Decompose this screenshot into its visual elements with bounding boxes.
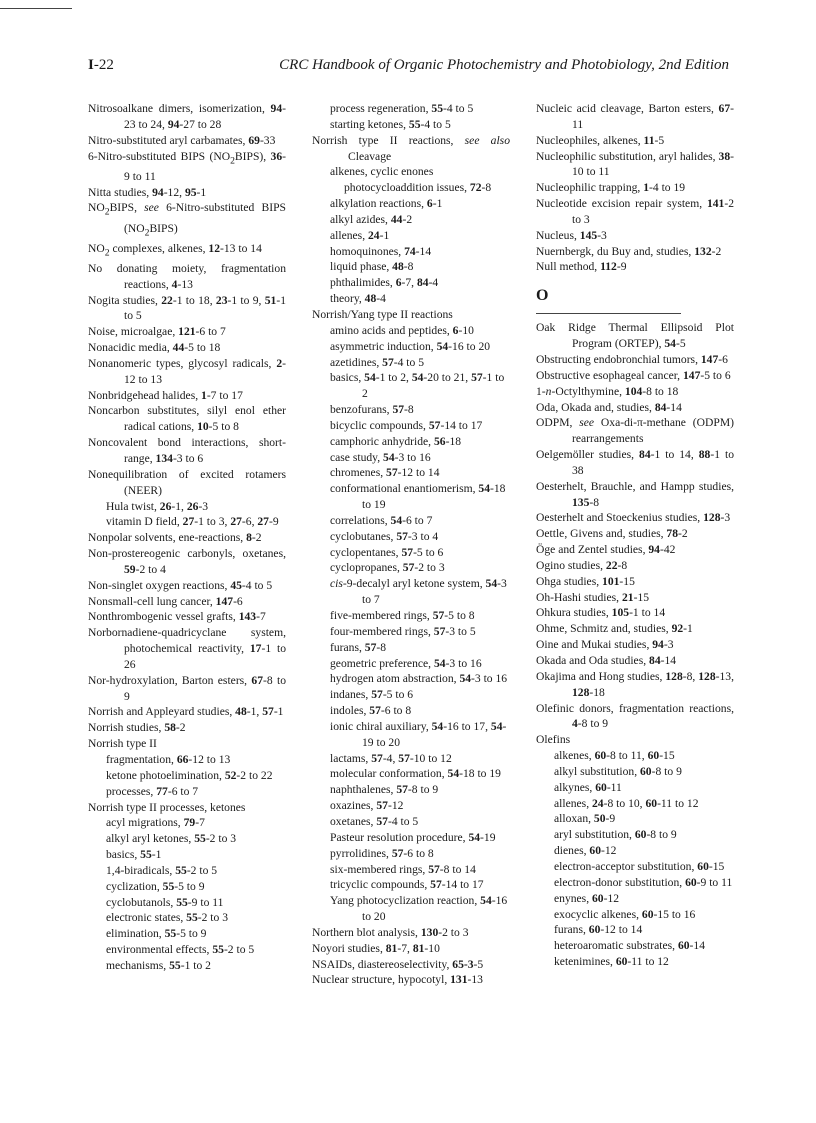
index-entry: Noncarbon substitutes, silyl enol ether radical cations, 10-5 to 8 [88, 404, 286, 434]
index-subentry: oxazines, 57-12 [330, 799, 404, 813]
index-subentry: homoquinones, 74-14 [330, 244, 432, 258]
index-subentry: alkyl aryl ketones, 55-2 to 3 [106, 832, 237, 846]
index-subentry: molecular conformation, 54-18 to 19 [330, 767, 501, 781]
index-subentry: fragmentation, 66-12 to 13 [106, 753, 231, 766]
index-subentry: bicyclic compounds, 57-14 to 17 [330, 418, 483, 432]
index-entry: Oesterhelt, Brauchle, and Hampp studies, 135-8 [536, 479, 734, 509]
index-subentry: exocyclic alkenes, 60-15 to 16 [554, 907, 696, 921]
index-entry: Null method, 112-9 [536, 260, 627, 274]
page-number [88, 57, 114, 74]
index-entry: Non-prostereogenic carbonyls, oxetanes, 59-2 to 4 [88, 547, 286, 576]
index-entry: Obstructing endobronchial tumors, 147-6 [536, 352, 728, 366]
index-subentry: theory, 48-4 [330, 292, 386, 306]
index-entry: Noncovalent bond interactions, short-range, 134-3 to 6 [88, 436, 286, 465]
index-subentry: benzofurans, 57-8 [330, 403, 414, 417]
index-subentry: process regeneration, 55-4 to 5 [330, 102, 474, 115]
index-column-3 [536, 101, 734, 970]
index-subentry: cyclization, 55-5 to 9 [106, 879, 205, 893]
index-entry: Nonanomeric types, glycosyl radicals, 2-12 to 13 [88, 356, 286, 386]
index-entry: Oh-Hashi studies, 21-15 [536, 590, 650, 604]
index-entry: No donating moiety, fragmentation reactions, 4-13 [88, 261, 286, 291]
index-subentry: cyclobutanes, 57-3 to 4 [330, 529, 439, 543]
index-subentry: Hula twist, 26-1, 26-3 [106, 499, 209, 513]
index-entry: Norrish and Appleyard studies, 48-1, 57-1 [88, 705, 284, 719]
index-subentry: alkyl substitution, 60-8 to 9 [554, 764, 682, 778]
index-entry: Nucleus, 145-3 [536, 228, 607, 242]
index-subentry: four-membered rings, 57-3 to 5 [330, 624, 476, 638]
index-subentry: indanes, 57-5 to 6 [330, 688, 414, 702]
index-subentry: lactams, 57-4, 57-10 to 12 [330, 751, 452, 765]
index-entry: Nucleic acid cleavage, Barton esters, 67-11 [536, 102, 734, 131]
index-subentry: basics, 54-1 to 2, 54-20 to 21, 57-1 to 2 [330, 371, 505, 401]
index-subentry: asymmetric induction, 54-16 to 20 [330, 339, 491, 353]
index-subentry: geometric preference, 54-3 to 16 [330, 656, 482, 670]
index-entry: $NO_2BIPS$, see 6-Nitro-substituted BIPS $(NO_2BIPS)$ [88, 201, 286, 238]
index-entry: Noise, microalgae, 121-6 to 7 [88, 325, 226, 339]
index-entry: Ogino studies, 22-8 [536, 558, 628, 572]
index-subentry: naphthalenes, 57-8 to 9 [330, 783, 439, 797]
index-entry: Nonpolar solvents, ene-reactions, 8-2 [88, 531, 262, 545]
index-subentry: enynes, 60-12 [554, 891, 620, 905]
index-subentry: ketenimines, 60-11 to 12 [554, 955, 669, 969]
index-entry: Oak Ridge Thermal Ellipsoid Plot Program (ORTEP), 54-5 [536, 321, 734, 351]
index-subentry: electronic states, 55-2 to 3 [106, 911, 229, 925]
index-subentry: Yang photocyclization reaction, 54-16 to 20 [330, 894, 508, 924]
index-subentry: alkynes, 60-11 [554, 780, 622, 794]
index-entry: Oettle, Givens and, studies, 78-2 [536, 527, 688, 541]
index-entry: $NO_2$ complexes, alkenes, 12-13 to 14 [88, 241, 262, 258]
index-subentry: indoles, 57-6 to 8 [330, 704, 412, 718]
index-subentry: cyclobutanols, 55-9 to 11 [106, 895, 224, 909]
index-entry: Olefins [536, 733, 571, 747]
index-subentry: dienes, 60-12 [554, 844, 617, 858]
index-subentry: ionic chiral auxiliary, 54-16 to 17, 54-19 to 20 [330, 719, 507, 749]
index-entry: Obstructive esophageal cancer, 147-5 to 6 [536, 368, 731, 382]
index-subentry: alkylation reactions, 6-1 [330, 197, 443, 211]
index-entry: Norbornadiene-quadricyclane system, photochemical reactivity, 17-1 to 26 [88, 626, 286, 671]
index-entry: Nonacidic media, 44-5 to 18 [88, 341, 221, 355]
index-column-2 [312, 101, 510, 988]
index-subentry: mechanisms, 55-1 to 2 [106, 958, 211, 972]
index-subentry: six-membered rings, 57-8 to 14 [330, 862, 476, 876]
index-entry: Northern blot analysis, 130-2 to 3 [312, 925, 469, 939]
index-subentry: hydrogen atom abstraction, 54-3 to 16 [330, 672, 508, 686]
index-entry: Norrish type II processes, ketones [88, 800, 246, 814]
index-entry: Nuernbergk, du Buy and, studies, 132-2 [536, 244, 722, 258]
index-entry: Ohme, Schmitz and, studies, 92-1 [536, 622, 693, 636]
index-subentry: processes, 77-6 to 7 [106, 784, 199, 798]
index-subentry: 1,4-biradicals, 55-2 to 5 [106, 863, 218, 877]
index-entry: Nor-hydroxylation, Barton esters, 67-8 to 9 [88, 673, 286, 703]
index-entry: Nonbridgehead halides, 1-7 to 17 [88, 388, 243, 402]
page-number-value: -22 [93, 57, 114, 73]
index-entry: Norrish/Yang type II reactions [312, 307, 453, 321]
index-entry: Nucleotide excision repair system, 141-2 to 3 [536, 197, 734, 226]
index-entry: ODPM, see Oxa-di-π-methane (ODPM) rearrangements [536, 416, 734, 446]
index-subentry: conformational enantiomerism, 54-18 to 19 [330, 482, 506, 512]
index-subentry: elimination, 55-5 to 9 [106, 927, 207, 941]
running-title: CRC Handbook of Organic Photochemistry and Photobiology, 2nd Edition [279, 57, 729, 73]
index-subentry: aryl substitution, 60-8 to 9 [554, 828, 677, 842]
index-subentry: electron-donor substitution, 60-9 to 11 [554, 875, 733, 889]
index-entry: Norrish type II reactions, see also Cleavage [312, 133, 510, 163]
index-subentry: Pasteur resolution procedure, 54-19 [330, 830, 496, 844]
index-entry: Nonsmall-cell lung cancer, 147-6 [88, 594, 243, 608]
index-subentry: allenes, 24-1 [330, 228, 390, 242]
index-entry: Nucleophilic substitution, aryl halides, 38-10 to 11 [536, 149, 734, 179]
index-subentry: furans, 57-8 [330, 640, 387, 654]
index-entry: Nuclear structure, hypocotyl, 131-13 [312, 973, 483, 987]
page-header [88, 57, 729, 81]
index-entry: Okajima and Hong studies, 128-8, 128-13, 128-18 [536, 669, 734, 699]
section-heading-rule [536, 313, 681, 314]
index-entry: Norrish type II [88, 737, 157, 751]
index-entry: NSAIDs, diastereoselectivity, 65-3-5 [312, 957, 484, 971]
index-subentry: liquid phase, 48-8 [330, 260, 414, 274]
index-subentry: five-membered rings, 57-5 to 8 [330, 609, 475, 622]
index-subentry: vitamin D field, 27-1 to 3, 27-6, 27-9 [106, 515, 279, 529]
index-subentry: heteroaromatic substrates, 60-14 [554, 939, 706, 953]
index-entry: Nitrosoalkane dimers, isomerization, 94-23 to 24, 94-27 to 28 [88, 102, 286, 131]
index-subentry: alkyl azides, 44-2 [330, 212, 413, 226]
index-entry: Nucleophiles, alkenes, 11-5 [536, 133, 665, 147]
index-subentry: starting ketones, 55-4 to 5 [330, 117, 451, 131]
index-entry: 6-Nitro-substituted BIPS $(NO_2BIPS)$, 36-9 to 11 [88, 149, 286, 183]
index-entry: Öge and Zentel studies, 94-42 [536, 543, 676, 557]
index-entry: 1-n-Octylthymine, 104-8 to 18 [536, 384, 679, 398]
index-subentry: alkenes, 60-8 to 11, 60-15 [554, 749, 675, 763]
index-entry: Norrish studies, 58-2 [88, 721, 186, 735]
index-subentry: camphoric anhydride, 56-18 [330, 434, 462, 448]
index-subentry: ketone photoelimination, 52-2 to 22 [106, 768, 273, 782]
index-entry: Non-singlet oxygen reactions, 45-4 to 5 [88, 578, 273, 592]
index-entry: Noyori studies, 81-7, 81-10 [312, 941, 440, 955]
index-entry: Nucleophilic trapping, 1-4 to 19 [536, 181, 686, 195]
index-subentry: chromenes, 57-12 to 14 [330, 466, 440, 480]
index-subentry: alloxan, 50-9 [554, 812, 616, 826]
index-entry: Nogita studies, 22-1 to 18, 23-1 to 9, 51-1 to 5 [88, 293, 286, 323]
index-subentry: correlations, 54-6 to 7 [330, 513, 433, 527]
index-entry: Ohga studies, 101-15 [536, 574, 635, 588]
index-subentry: oxetanes, 57-4 to 5 [330, 814, 419, 828]
index-subentry: acyl migrations, 79-7 [106, 816, 205, 830]
index-subentry: case study, 54-3 to 16 [330, 450, 431, 464]
index-column-1 [88, 101, 286, 974]
index-subentry: amino acids and peptides, 6-10 [330, 323, 474, 337]
index-subentry: azetidines, 57-4 to 5 [330, 355, 425, 369]
index-subentry: alkenes, cyclic enones [330, 165, 434, 179]
index-subentry: furans, 60-12 to 14 [554, 923, 643, 937]
page-number-prefix: I [88, 57, 94, 73]
index-entry: Okada and Oda studies, 84-14 [536, 654, 677, 667]
index-subentry: pyrrolidines, 57-6 to 8 [330, 846, 434, 860]
index-entry: Nonthrombogenic vessel grafts, 143-7 [88, 610, 266, 624]
index-subentry: phthalimides, 6-7, 84-4 [330, 276, 439, 290]
crop-mark [0, 8, 72, 9]
index-entry: Ohkura studies, 105-1 to 14 [536, 606, 666, 620]
index-entry: Olefinic donors, fragmentation reactions, 4-8 to 9 [536, 701, 734, 731]
index-entry: Oesterhelt and Stoeckenius studies, 128-3 [536, 511, 731, 525]
index-subentry: tricyclic compounds, 57-14 to 17 [330, 878, 484, 892]
index-subentry: basics, 55-1 [106, 848, 162, 862]
index-entry: Nitro-substituted aryl carbamates, 69-33 [88, 133, 276, 147]
index-entry: Nonequilibration of excited rotamers (NEER) [88, 467, 286, 497]
index-entry: Oda, Okada and, studies, 84-14 [536, 400, 682, 414]
index-subentry: allenes, 24-8 to 10, 60-11 to 12 [554, 796, 699, 810]
section-letter-heading: O [536, 287, 549, 305]
index-subentry: cis-9-decalyl aryl ketone system, 54-3 to 7 [330, 577, 507, 607]
index-entry: Nitta studies, 94-12, 95-1 [88, 185, 207, 199]
index-subentry: cyclopentanes, 57-5 to 6 [330, 545, 444, 559]
index-subentry: environmental effects, 55-2 to 5 [106, 943, 255, 957]
index-entry: Oelgemöller studies, 84-1 to 14, 88-1 to 38 [536, 448, 734, 477]
index-entry: Oine and Mukai studies, 94-3 [536, 638, 674, 652]
index-subentry: electron-acceptor substitution, 60-15 [554, 859, 725, 873]
index-subentry: cyclopropanes, 57-2 to 3 [330, 561, 445, 575]
index-subentry: photocycloaddition issues, 72-8 [344, 181, 492, 195]
